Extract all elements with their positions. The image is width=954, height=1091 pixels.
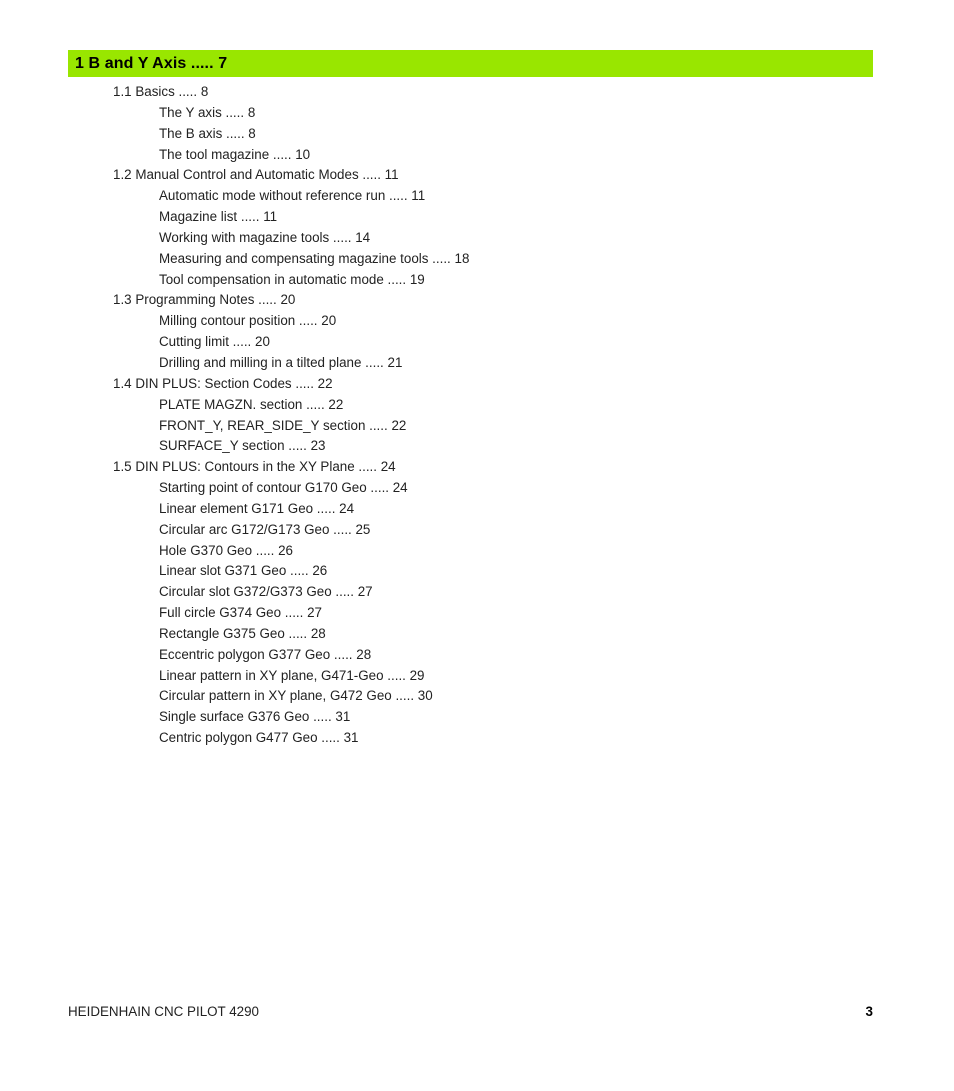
toc-subsection-entry[interactable]: Tool compensation in automatic mode ..... 19	[159, 271, 425, 287]
toc-subsection-entry[interactable]: SURFACE_Y section ..... 23	[159, 438, 326, 454]
toc-section-entry[interactable]: 1.4 DIN PLUS: Section Codes ..... 22	[113, 375, 333, 391]
toc-subsection-entry[interactable]: Magazine list ..... 11	[159, 209, 278, 225]
toc-section-entry[interactable]: 1.1 Basics ..... 8	[113, 84, 209, 99]
toc-section-entry[interactable]: 1.3 Programming Notes ..... 20	[113, 292, 296, 308]
toc-subsection-entry[interactable]: The Y axis ..... 8	[159, 104, 256, 120]
toc-subsection-entry[interactable]: Centric polygon G477 Geo ..... 31	[159, 730, 359, 746]
toc-section-entry[interactable]: 1.5 DIN PLUS: Contours in the XY Plane ..... 24	[113, 459, 396, 475]
toc-subsection-entry[interactable]: Cutting limit ..... 20	[159, 334, 270, 350]
toc-subsection-entry[interactable]: FRONT_Y, REAR_SIDE_Y section ..... 22	[159, 417, 407, 433]
toc-section-entry[interactable]: 1.2 Manual Control and Automatic Modes ..... 11	[113, 167, 399, 183]
table-of-contents	[0, 82, 954, 749]
toc-subsection-entry[interactable]: Working with magazine tools ..... 14	[159, 229, 371, 245]
toc-subsection-entry[interactable]: Circular pattern in XY plane, G472 Geo ..... 30	[159, 688, 433, 704]
toc-subsection-entry[interactable]: Starting point of contour G170 Geo ..... 24	[159, 480, 408, 496]
toc-subsection-entry[interactable]: Full circle G374 Geo ..... 27	[159, 605, 322, 621]
toc-subsection-entry[interactable]: Linear pattern in XY plane, G471-Geo ..... 29	[159, 667, 425, 683]
toc-subsection-entry[interactable]: Circular slot G372/G373 Geo ..... 27	[159, 584, 373, 600]
toc-subsection-entry[interactable]: Measuring and compensating magazine tools ..... 18	[159, 250, 470, 266]
toc-subsection-entry[interactable]: The B axis ..... 8	[159, 125, 256, 141]
toc-subsection-entry[interactable]: PLATE MAGZN. section ..... 22	[159, 396, 344, 412]
toc-subsection-entry[interactable]: Automatic mode without reference run ..... 11	[159, 188, 426, 204]
toc-subsection-entry[interactable]: Linear slot G371 Geo ..... 26	[159, 563, 328, 579]
toc-subsection-entry[interactable]: Single surface G376 Geo ..... 31	[159, 709, 351, 725]
toc-subsection-entry[interactable]: The tool magazine ..... 10	[159, 146, 311, 162]
footer-publication-title: HEIDENHAIN CNC PILOT 4290	[68, 1004, 259, 1019]
chapter-header-bar	[68, 50, 873, 77]
footer-page-number: 3	[865, 1004, 873, 1019]
toc-subsection-entry[interactable]: Rectangle G375 Geo ..... 28	[159, 625, 326, 641]
chapter-title[interactable]: 1 B and Y Axis ..... 7	[75, 54, 228, 72]
toc-subsection-entry[interactable]: Eccentric polygon G377 Geo ..... 28	[159, 646, 372, 662]
toc-subsection-entry[interactable]: Drilling and milling in a tilted plane ..... 21	[159, 354, 403, 370]
toc-subsection-entry[interactable]: Milling contour position ..... 20	[159, 313, 337, 329]
toc-subsection-entry[interactable]: Hole G370 Geo ..... 26	[159, 542, 293, 558]
toc-subsection-entry[interactable]: Linear element G171 Geo ..... 24	[159, 500, 355, 516]
toc-subsection-entry[interactable]: Circular arc G172/G173 Geo ..... 25	[159, 521, 371, 537]
